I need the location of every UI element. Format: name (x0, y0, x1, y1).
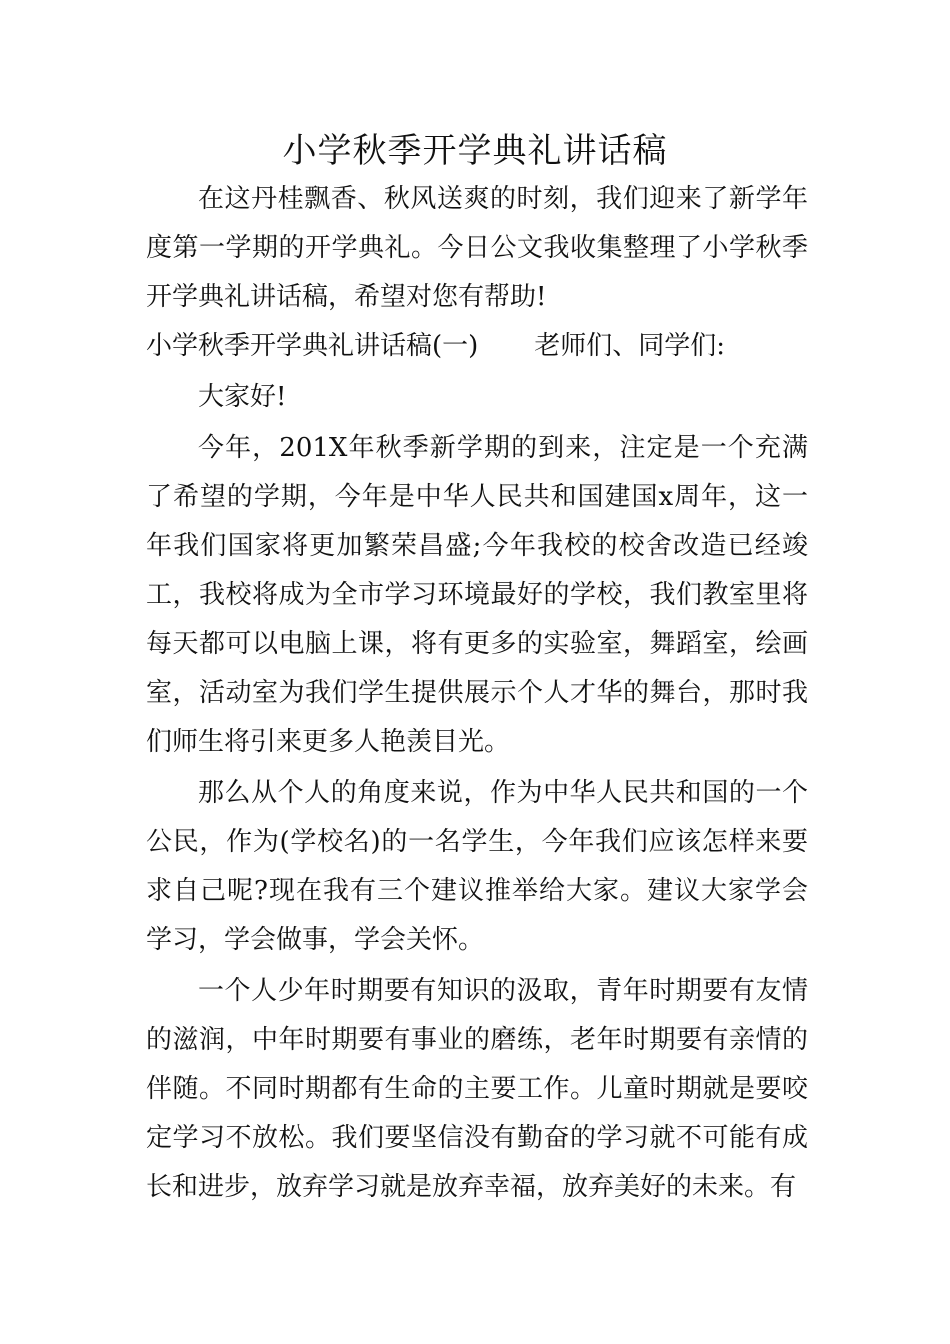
salutation: 老师们、同学们: (534, 331, 726, 361)
body-paragraph: 一个人少年时期要有知识的汲取，青年时期要有友情的滋润，中年时期要有事业的磨练，老年时期要有亲情的伴随。不同时期都有生命的主要工作。儿童时期就是要咬定学习不放松。我们要坚信没有勤奋的学习就不可能有成长和进步，放弃学习就是放弃幸福，放弃美好的未来。有 (146, 976, 808, 1202)
section-heading: 小学秋季开学典礼讲话稿(一) (146, 331, 479, 361)
document-title: 小学秋季开学典礼讲话稿 (282, 131, 668, 171)
intro-paragraph: 在这丹桂飘香、秋风送爽的时刻，我们迎来了新学年度第一学期的开学典礼。今日公文我收集整理了小学秋季开学典礼讲话稿，希望对您有帮助! (146, 184, 808, 312)
document-body (146, 175, 808, 1212)
body-paragraph: 那么从个人的角度来说，作为中华人民共和国的一个公民，作为(学校名)的一名学生，今年我们应该怎样来要求自己呢?现在我有三个建议推举给大家。建议大家学会学习，学会做事，学会关怀。 (146, 778, 808, 955)
body-paragraph: 今年，201X年秋季新学期的到来，注定是一个充满了希望的学期，今年是中华人民共和国建国x周年，这一年我们国家将更加繁荣昌盛;今年我校的校舍改造已经竣工，我校将成为全市学习环境最好的学校，我们教室里将每天都可以电脑上课，将有更多的实验室，舞蹈室，绘画室，活动室为我们学生提供展示个人才华的舞台，那时我们师生将引来更多人艳羡目光。 (146, 433, 808, 757)
section-heading-line (146, 322, 808, 371)
greeting: 大家好! (198, 382, 287, 412)
